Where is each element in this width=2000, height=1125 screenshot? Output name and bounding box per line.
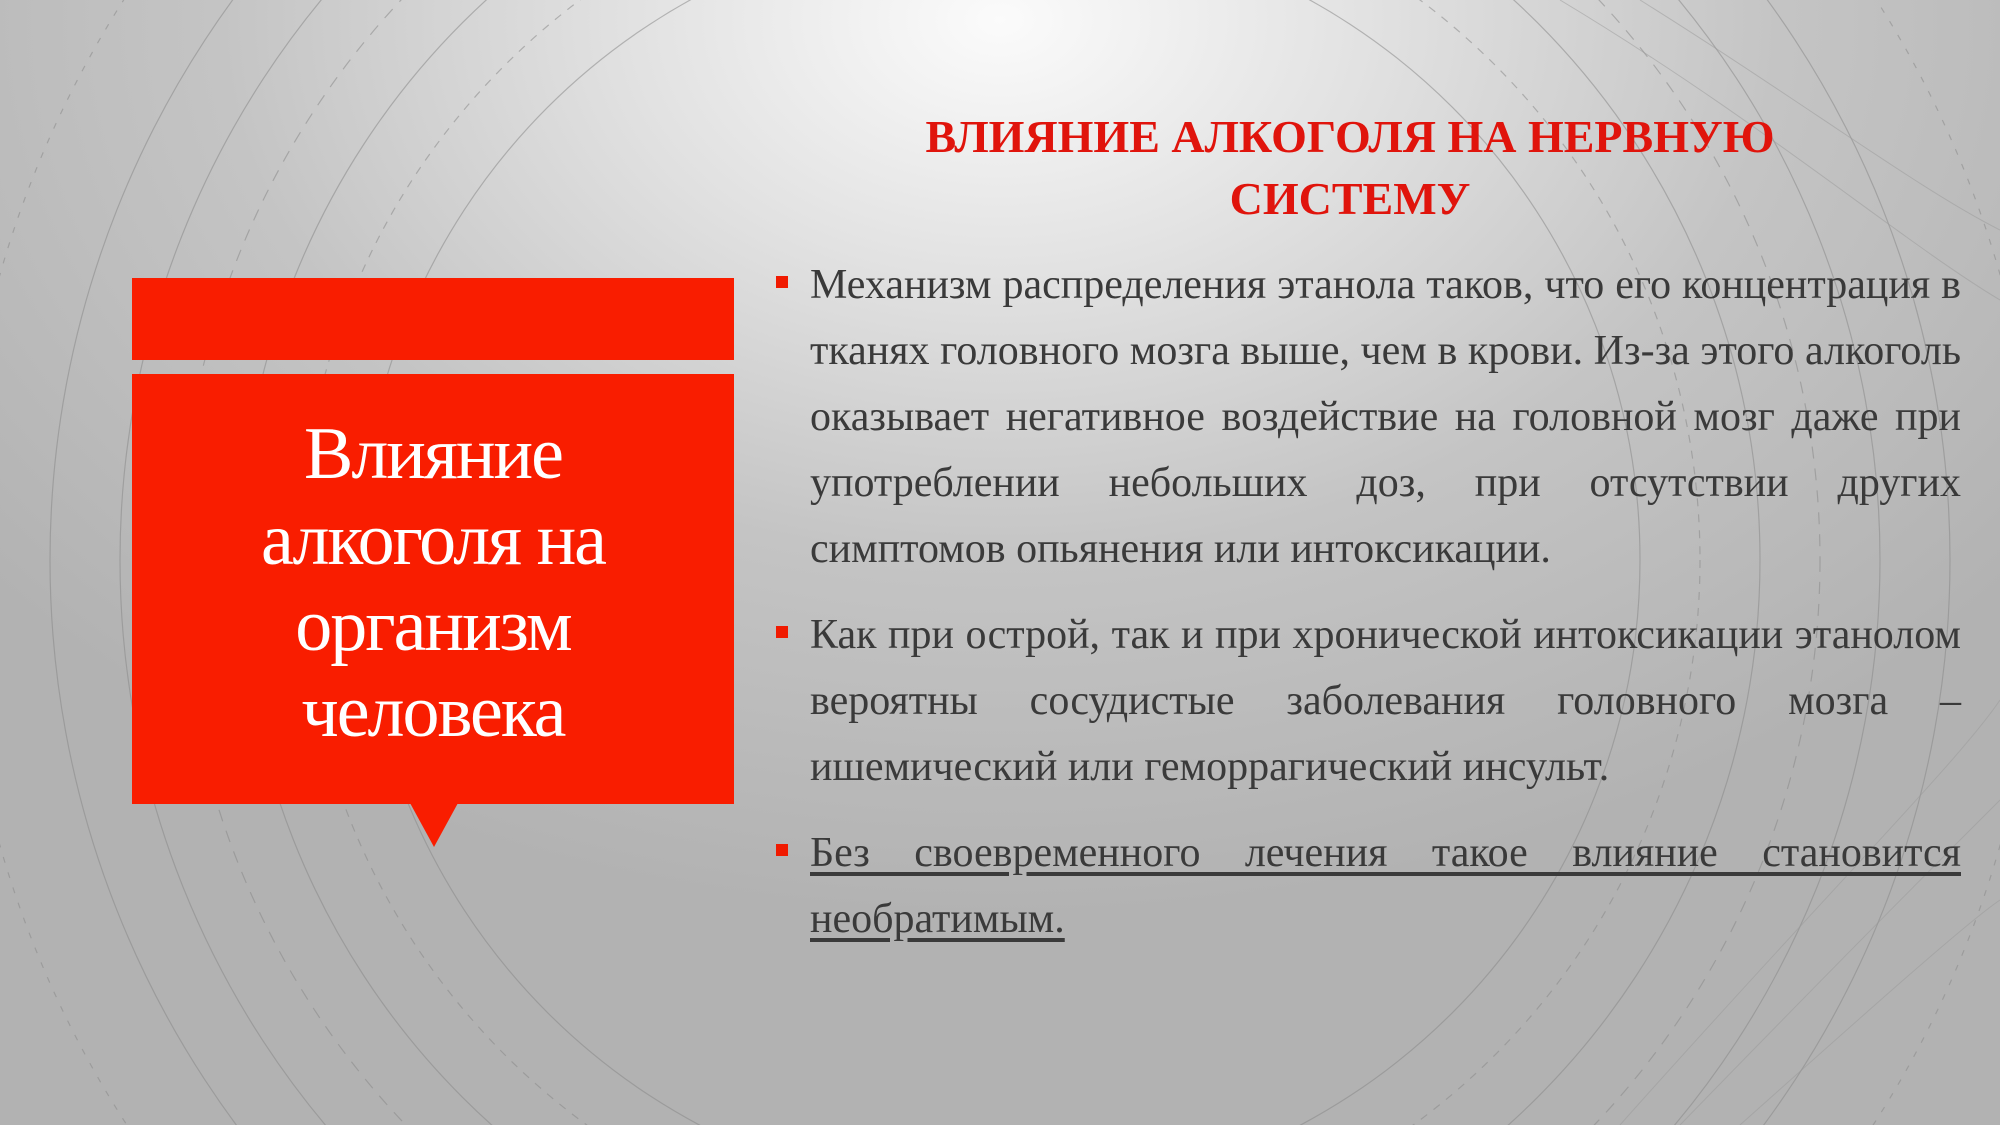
square-bullet-icon (776, 626, 788, 638)
bullet-item (776, 602, 1961, 800)
bullet-item (776, 252, 1961, 582)
bullet-text: Без своевременного лечения такое влияние становится необратимым. (810, 830, 1961, 942)
bullet-list (776, 252, 1961, 952)
bullet-text: Механизм распределения этанола таков, что его концентрация в тканях головного мозга выше, чем в крови. Из-за этого алкоголь оказывает негативное воздействие на головной мозг даже при употреблении небольших доз, при отсутствии других симптомов опьянения или интоксикации. (810, 262, 1961, 572)
accent-bar (132, 278, 734, 360)
bullet-text: Как при острой, так и при хронической интоксикации этанолом вероятны сосудистые заболевания головного мозга – ишемический или геморрагический инсульт. (810, 612, 1961, 790)
title-panel (132, 374, 734, 804)
bullet-item (776, 820, 1961, 952)
square-bullet-icon (776, 276, 788, 288)
panel-title: Влияние алкоголя на организм человека (260, 413, 606, 753)
panel-pointer (410, 803, 458, 847)
square-bullet-icon (776, 844, 788, 856)
slide-heading: ВЛИЯНИЕ АЛКОГОЛЯ НА НЕРВНУЮ СИСТЕМУ (925, 111, 1775, 224)
